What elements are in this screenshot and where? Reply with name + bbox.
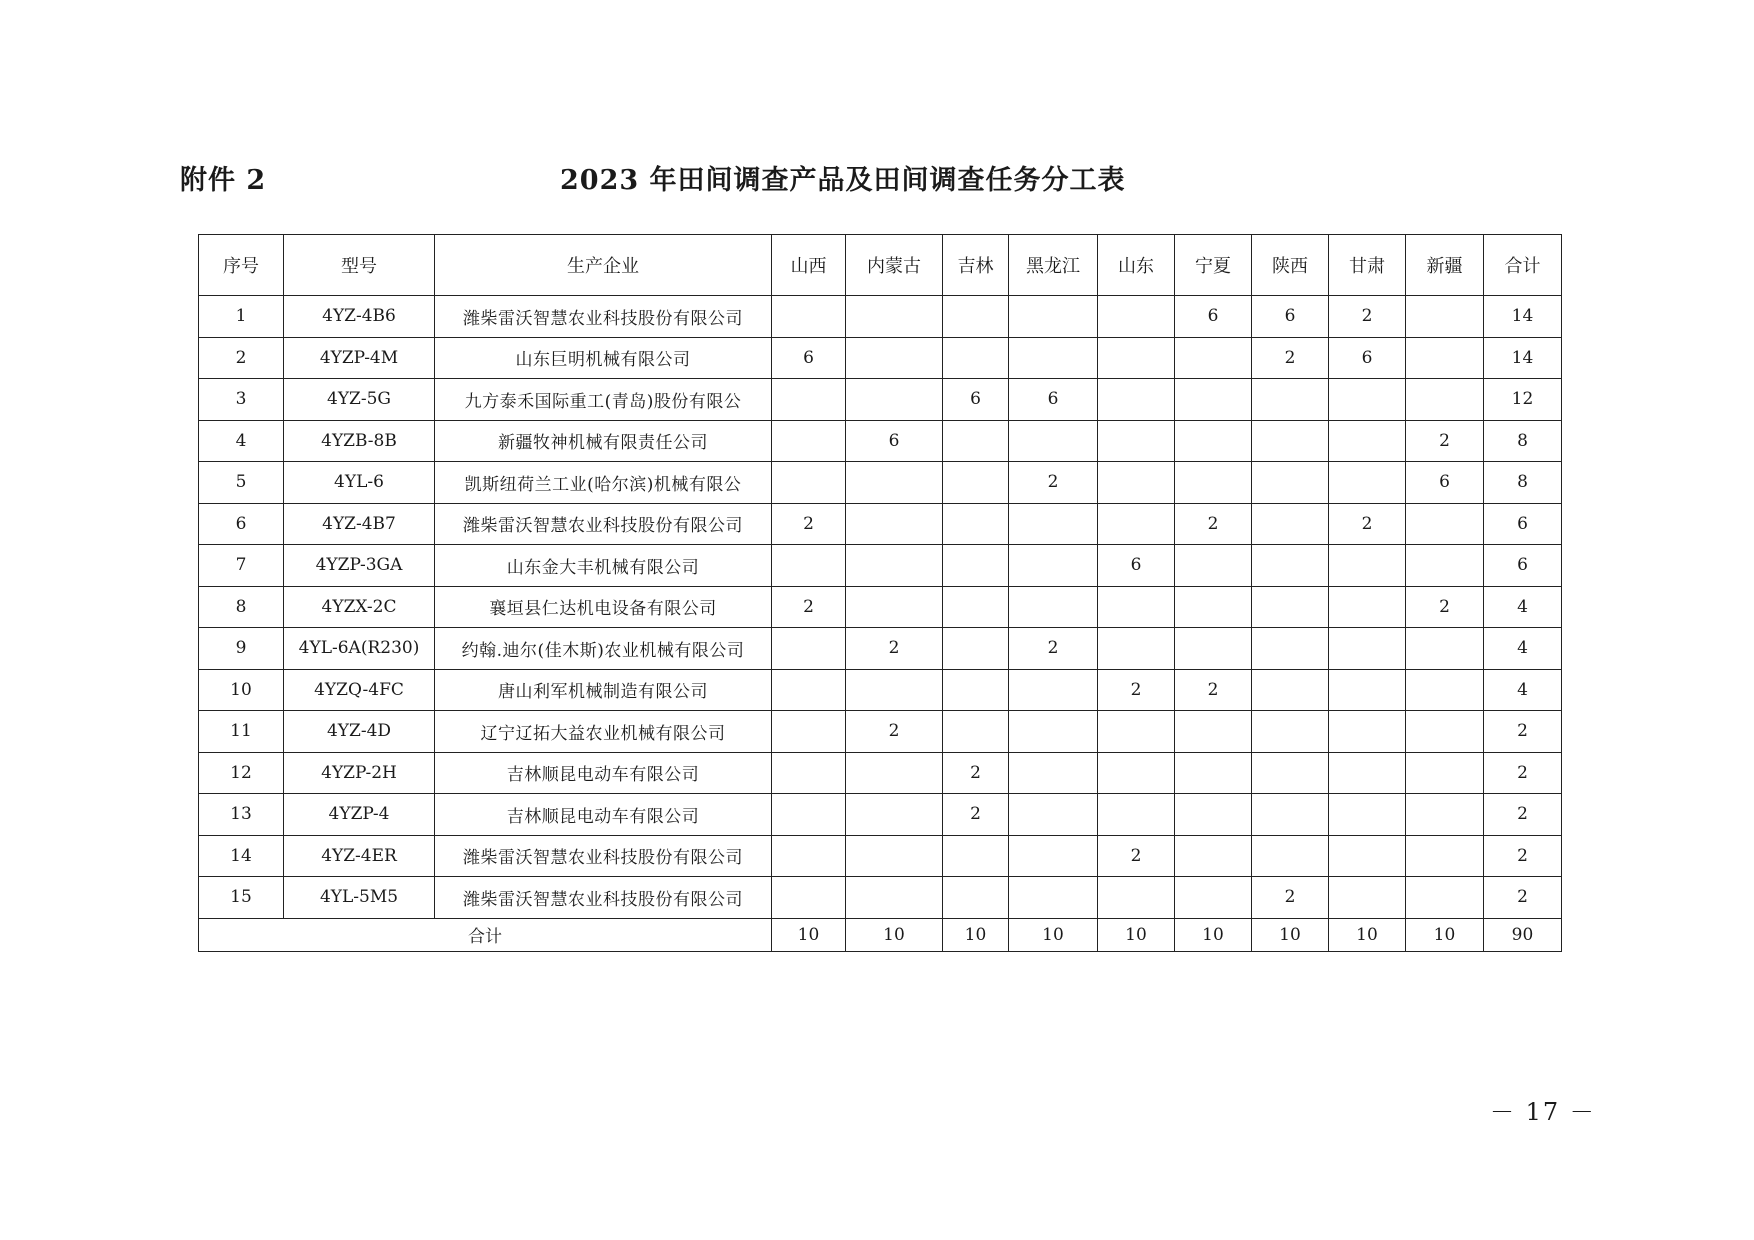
region-count-cell bbox=[1406, 669, 1484, 711]
column-header: 山西 bbox=[772, 235, 846, 296]
region-count-cell bbox=[846, 752, 943, 794]
row-total-cell: 12 bbox=[1484, 379, 1562, 421]
region-count-cell bbox=[943, 296, 1009, 338]
region-count-cell bbox=[943, 628, 1009, 670]
region-count-cell bbox=[1175, 545, 1252, 587]
table-row bbox=[199, 794, 1562, 836]
region-count-cell bbox=[1175, 462, 1252, 504]
region-count-cell bbox=[1175, 420, 1252, 462]
region-count-cell bbox=[1406, 794, 1484, 836]
model-cell: 4YZP-4M bbox=[284, 337, 435, 379]
region-count-cell bbox=[1175, 835, 1252, 877]
region-count-cell: 2 bbox=[1252, 877, 1329, 919]
region-count-cell bbox=[1406, 835, 1484, 877]
region-count-cell bbox=[846, 586, 943, 628]
region-count-cell bbox=[1098, 296, 1175, 338]
region-count-cell: 2 bbox=[1329, 296, 1406, 338]
region-count-cell bbox=[772, 296, 846, 338]
region-count-cell bbox=[1406, 877, 1484, 919]
region-count-cell bbox=[1406, 545, 1484, 587]
total-row bbox=[199, 918, 1562, 951]
model-cell: 4YL-6A(R230) bbox=[284, 628, 435, 670]
region-count-cell: 2 bbox=[1009, 628, 1098, 670]
region-count-cell bbox=[846, 794, 943, 836]
region-count-cell bbox=[772, 420, 846, 462]
region-count-cell bbox=[1175, 752, 1252, 794]
region-count-cell bbox=[846, 379, 943, 421]
region-count-cell: 2 bbox=[1009, 462, 1098, 504]
row-number-cell: 4 bbox=[199, 420, 284, 462]
region-count-cell bbox=[943, 711, 1009, 753]
manufacturer-cell: 山东金大丰机械有限公司 bbox=[435, 545, 772, 587]
region-count-cell bbox=[1175, 711, 1252, 753]
region-count-cell: 6 bbox=[1009, 379, 1098, 421]
region-count-cell bbox=[772, 379, 846, 421]
region-count-cell bbox=[1175, 628, 1252, 670]
region-count-cell bbox=[1252, 628, 1329, 670]
region-count-cell bbox=[1406, 379, 1484, 421]
table-row bbox=[199, 628, 1562, 670]
row-total-cell: 2 bbox=[1484, 711, 1562, 753]
region-count-cell: 2 bbox=[1406, 420, 1484, 462]
region-count-cell bbox=[943, 586, 1009, 628]
manufacturer-cell: 潍柴雷沃智慧农业科技股份有限公司 bbox=[435, 503, 772, 545]
region-count-cell bbox=[772, 669, 846, 711]
column-header: 山东 bbox=[1098, 235, 1175, 296]
column-header: 内蒙古 bbox=[846, 235, 943, 296]
model-cell: 4YZ-4B7 bbox=[284, 503, 435, 545]
model-cell: 4YZP-2H bbox=[284, 752, 435, 794]
table-row bbox=[199, 877, 1562, 919]
column-header: 陕西 bbox=[1252, 235, 1329, 296]
table-row bbox=[199, 462, 1562, 504]
region-count-cell bbox=[943, 420, 1009, 462]
table-row bbox=[199, 420, 1562, 462]
region-count-cell: 2 bbox=[1175, 669, 1252, 711]
row-total-cell: 14 bbox=[1484, 296, 1562, 338]
region-count-cell bbox=[1098, 462, 1175, 504]
region-count-cell bbox=[1329, 545, 1406, 587]
row-total-cell: 6 bbox=[1484, 545, 1562, 587]
table-header bbox=[199, 235, 1562, 296]
column-header: 黑龙江 bbox=[1009, 235, 1098, 296]
column-total-cell: 10 bbox=[1252, 918, 1329, 951]
manufacturer-cell: 襄垣县仁达机电设备有限公司 bbox=[435, 586, 772, 628]
manufacturer-cell: 山东巨明机械有限公司 bbox=[435, 337, 772, 379]
row-number-cell: 14 bbox=[199, 835, 284, 877]
column-total-cell: 10 bbox=[846, 918, 943, 951]
region-count-cell bbox=[1175, 379, 1252, 421]
region-count-cell: 6 bbox=[1406, 462, 1484, 504]
row-number-cell: 13 bbox=[199, 794, 284, 836]
model-cell: 4YZ-4B6 bbox=[284, 296, 435, 338]
column-header: 生产企业 bbox=[435, 235, 772, 296]
region-count-cell bbox=[1175, 794, 1252, 836]
region-count-cell bbox=[772, 835, 846, 877]
column-total-cell: 10 bbox=[1329, 918, 1406, 951]
region-count-cell bbox=[1098, 586, 1175, 628]
row-total-cell: 2 bbox=[1484, 877, 1562, 919]
row-total-cell: 8 bbox=[1484, 462, 1562, 504]
row-total-cell: 4 bbox=[1484, 669, 1562, 711]
column-header: 合计 bbox=[1484, 235, 1562, 296]
model-cell: 4YZB-8B bbox=[284, 420, 435, 462]
model-cell: 4YL-5M5 bbox=[284, 877, 435, 919]
model-cell: 4YZ-4D bbox=[284, 711, 435, 753]
region-count-cell bbox=[1252, 462, 1329, 504]
region-count-cell: 2 bbox=[943, 794, 1009, 836]
row-total-cell: 2 bbox=[1484, 752, 1562, 794]
region-count-cell bbox=[1009, 337, 1098, 379]
region-count-cell bbox=[1009, 794, 1098, 836]
region-count-cell bbox=[1329, 586, 1406, 628]
region-count-cell bbox=[772, 711, 846, 753]
table-footer bbox=[199, 918, 1562, 951]
manufacturer-cell: 辽宁辽拓大益农业机械有限公司 bbox=[435, 711, 772, 753]
region-count-cell bbox=[846, 337, 943, 379]
region-count-cell bbox=[846, 877, 943, 919]
region-count-cell: 6 bbox=[1098, 545, 1175, 587]
row-total-cell: 6 bbox=[1484, 503, 1562, 545]
region-count-cell: 6 bbox=[1175, 296, 1252, 338]
region-count-cell bbox=[846, 462, 943, 504]
region-count-cell bbox=[846, 835, 943, 877]
region-count-cell bbox=[1329, 669, 1406, 711]
region-count-cell bbox=[943, 877, 1009, 919]
region-count-cell bbox=[1329, 877, 1406, 919]
region-count-cell bbox=[1098, 877, 1175, 919]
row-number-cell: 2 bbox=[199, 337, 284, 379]
table-row bbox=[199, 379, 1562, 421]
region-count-cell bbox=[1329, 628, 1406, 670]
region-count-cell bbox=[1406, 711, 1484, 753]
model-cell: 4YZX-2C bbox=[284, 586, 435, 628]
region-count-cell bbox=[1406, 628, 1484, 670]
region-count-cell bbox=[772, 628, 846, 670]
region-count-cell bbox=[772, 462, 846, 504]
region-count-cell bbox=[1009, 545, 1098, 587]
manufacturer-cell: 约翰.迪尔(佳木斯)农业机械有限公司 bbox=[435, 628, 772, 670]
row-number-cell: 5 bbox=[199, 462, 284, 504]
region-count-cell bbox=[1252, 835, 1329, 877]
region-count-cell bbox=[943, 545, 1009, 587]
manufacturer-cell: 九方泰禾国际重工(青岛)股份有限公 bbox=[435, 379, 772, 421]
region-count-cell bbox=[1406, 503, 1484, 545]
row-number-cell: 10 bbox=[199, 669, 284, 711]
region-count-cell: 2 bbox=[943, 752, 1009, 794]
region-count-cell bbox=[1406, 296, 1484, 338]
region-count-cell bbox=[1406, 337, 1484, 379]
region-count-cell bbox=[1252, 752, 1329, 794]
region-count-cell bbox=[1175, 586, 1252, 628]
region-count-cell: 2 bbox=[846, 711, 943, 753]
region-count-cell bbox=[1252, 586, 1329, 628]
model-cell: 4YZP-4 bbox=[284, 794, 435, 836]
region-count-cell: 6 bbox=[943, 379, 1009, 421]
region-count-cell bbox=[1252, 711, 1329, 753]
region-count-cell bbox=[1009, 877, 1098, 919]
row-number-cell: 3 bbox=[199, 379, 284, 421]
region-count-cell bbox=[1252, 503, 1329, 545]
region-count-cell: 6 bbox=[1252, 296, 1329, 338]
region-count-cell: 2 bbox=[1098, 669, 1175, 711]
region-count-cell bbox=[1098, 420, 1175, 462]
manufacturer-cell: 潍柴雷沃智慧农业科技股份有限公司 bbox=[435, 835, 772, 877]
model-cell: 4YZP-3GA bbox=[284, 545, 435, 587]
region-count-cell bbox=[1329, 379, 1406, 421]
region-count-cell bbox=[772, 752, 846, 794]
region-count-cell bbox=[1175, 337, 1252, 379]
row-total-cell: 4 bbox=[1484, 628, 1562, 670]
column-total-cell: 10 bbox=[1406, 918, 1484, 951]
region-count-cell bbox=[1329, 711, 1406, 753]
manufacturer-cell: 潍柴雷沃智慧农业科技股份有限公司 bbox=[435, 296, 772, 338]
region-count-cell bbox=[943, 835, 1009, 877]
manufacturer-cell: 吉林顺昆电动车有限公司 bbox=[435, 752, 772, 794]
row-number-cell: 7 bbox=[199, 545, 284, 587]
manufacturer-cell: 吉林顺昆电动车有限公司 bbox=[435, 794, 772, 836]
model-cell: 4YZQ-4FC bbox=[284, 669, 435, 711]
region-count-cell bbox=[943, 337, 1009, 379]
region-count-cell: 2 bbox=[1098, 835, 1175, 877]
region-count-cell bbox=[1329, 420, 1406, 462]
table-row bbox=[199, 337, 1562, 379]
table-body bbox=[199, 296, 1562, 919]
region-count-cell bbox=[1329, 752, 1406, 794]
region-count-cell: 6 bbox=[1329, 337, 1406, 379]
table-row bbox=[199, 296, 1562, 338]
column-total-cell: 10 bbox=[772, 918, 846, 951]
page-number: － 17 － bbox=[1490, 1098, 1596, 1126]
region-count-cell bbox=[1009, 669, 1098, 711]
row-number-cell: 15 bbox=[199, 877, 284, 919]
attachment-label: 附件 2 bbox=[180, 165, 267, 196]
row-total-cell: 2 bbox=[1484, 794, 1562, 836]
row-number-cell: 6 bbox=[199, 503, 284, 545]
region-count-cell bbox=[1098, 337, 1175, 379]
region-count-cell bbox=[772, 877, 846, 919]
row-total-cell: 2 bbox=[1484, 835, 1562, 877]
region-count-cell bbox=[1252, 379, 1329, 421]
manufacturer-cell: 凯斯纽荷兰工业(哈尔滨)机械有限公 bbox=[435, 462, 772, 504]
region-count-cell bbox=[1329, 794, 1406, 836]
table-row bbox=[199, 586, 1562, 628]
task-assignment-table bbox=[198, 234, 1562, 952]
region-count-cell bbox=[1009, 835, 1098, 877]
column-header: 甘肃 bbox=[1329, 235, 1406, 296]
region-count-cell bbox=[1009, 503, 1098, 545]
region-count-cell: 2 bbox=[1252, 337, 1329, 379]
region-count-cell bbox=[1329, 835, 1406, 877]
region-count-cell bbox=[1009, 752, 1098, 794]
region-count-cell bbox=[846, 545, 943, 587]
region-count-cell bbox=[1098, 711, 1175, 753]
column-header: 新疆 bbox=[1406, 235, 1484, 296]
region-count-cell bbox=[846, 503, 943, 545]
column-total-cell: 10 bbox=[1098, 918, 1175, 951]
region-count-cell bbox=[846, 669, 943, 711]
region-count-cell: 2 bbox=[772, 586, 846, 628]
header-row bbox=[199, 235, 1562, 296]
region-count-cell bbox=[1009, 586, 1098, 628]
region-count-cell bbox=[1252, 794, 1329, 836]
row-total-cell: 8 bbox=[1484, 420, 1562, 462]
table-row bbox=[199, 752, 1562, 794]
table-row bbox=[199, 669, 1562, 711]
region-count-cell: 6 bbox=[772, 337, 846, 379]
table-row bbox=[199, 503, 1562, 545]
column-header: 宁夏 bbox=[1175, 235, 1252, 296]
region-count-cell bbox=[1009, 420, 1098, 462]
region-count-cell bbox=[1098, 379, 1175, 421]
region-count-cell bbox=[772, 545, 846, 587]
region-count-cell bbox=[1252, 545, 1329, 587]
region-count-cell bbox=[1098, 794, 1175, 836]
region-count-cell bbox=[1009, 296, 1098, 338]
region-count-cell: 2 bbox=[1406, 586, 1484, 628]
column-total-cell: 10 bbox=[943, 918, 1009, 951]
manufacturer-cell: 潍柴雷沃智慧农业科技股份有限公司 bbox=[435, 877, 772, 919]
region-count-cell bbox=[1009, 711, 1098, 753]
region-count-cell bbox=[1175, 877, 1252, 919]
manufacturer-cell: 唐山利军机械制造有限公司 bbox=[435, 669, 772, 711]
region-count-cell bbox=[1098, 752, 1175, 794]
total-label-cell: 合计 bbox=[199, 918, 772, 951]
document-title: 2023 年田间调查产品及田间调查任务分工表 bbox=[560, 165, 1126, 196]
region-count-cell bbox=[1406, 752, 1484, 794]
row-total-cell: 14 bbox=[1484, 337, 1562, 379]
grand-total-cell: 90 bbox=[1484, 918, 1562, 951]
row-number-cell: 8 bbox=[199, 586, 284, 628]
region-count-cell: 2 bbox=[846, 628, 943, 670]
region-count-cell bbox=[1329, 462, 1406, 504]
row-number-cell: 11 bbox=[199, 711, 284, 753]
region-count-cell bbox=[943, 669, 1009, 711]
row-number-cell: 9 bbox=[199, 628, 284, 670]
region-count-cell bbox=[846, 296, 943, 338]
table-row bbox=[199, 835, 1562, 877]
region-count-cell: 6 bbox=[846, 420, 943, 462]
row-number-cell: 12 bbox=[199, 752, 284, 794]
row-total-cell: 4 bbox=[1484, 586, 1562, 628]
column-header: 型号 bbox=[284, 235, 435, 296]
region-count-cell: 2 bbox=[1175, 503, 1252, 545]
column-header: 吉林 bbox=[943, 235, 1009, 296]
table-row bbox=[199, 711, 1562, 753]
model-cell: 4YL-6 bbox=[284, 462, 435, 504]
region-count-cell: 2 bbox=[772, 503, 846, 545]
region-count-cell bbox=[1098, 503, 1175, 545]
region-count-cell bbox=[943, 462, 1009, 504]
region-count-cell bbox=[1098, 628, 1175, 670]
model-cell: 4YZ-4ER bbox=[284, 835, 435, 877]
column-total-cell: 10 bbox=[1009, 918, 1098, 951]
column-total-cell: 10 bbox=[1175, 918, 1252, 951]
region-count-cell: 2 bbox=[1329, 503, 1406, 545]
manufacturer-cell: 新疆牧神机械有限责任公司 bbox=[435, 420, 772, 462]
region-count-cell bbox=[943, 503, 1009, 545]
region-count-cell bbox=[772, 794, 846, 836]
region-count-cell bbox=[1252, 420, 1329, 462]
region-count-cell bbox=[1252, 669, 1329, 711]
model-cell: 4YZ-5G bbox=[284, 379, 435, 421]
row-number-cell: 1 bbox=[199, 296, 284, 338]
table-row bbox=[199, 545, 1562, 587]
column-header: 序号 bbox=[199, 235, 284, 296]
